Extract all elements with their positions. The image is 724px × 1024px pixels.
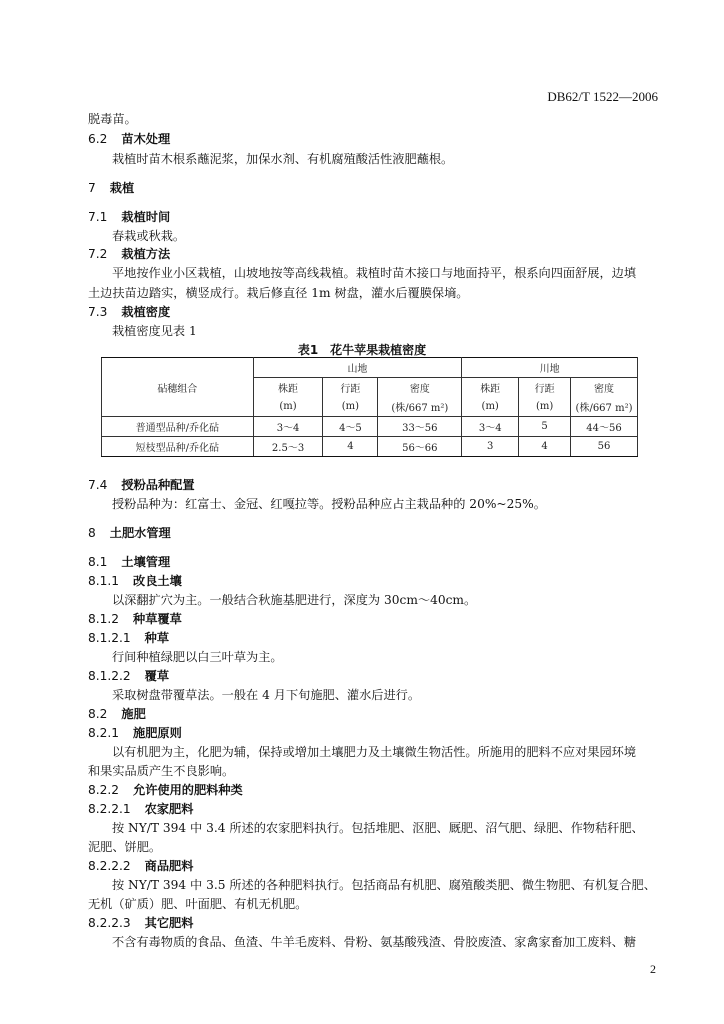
unit-meter: (m) xyxy=(519,397,571,417)
text-line: 不含有毒物质的食品、鱼渣、牛羊毛废料、骨粉、氨基酸残渣、骨胶废渣、家禽家畜加工废料、糖 xyxy=(112,935,637,949)
section-heading: 8.1.1 改良土壤 xyxy=(88,574,182,588)
text-line: 无机（矿质）肥、叶面肥、有机无机肥。 xyxy=(88,897,308,911)
table-row xyxy=(102,437,638,457)
text-line: 脱毒苗。 xyxy=(88,112,137,126)
section-heading: 7.2 栽植方法 xyxy=(88,247,171,261)
section-heading: 7 栽植 xyxy=(88,181,135,195)
cell-mountain-plant: 3～4 xyxy=(253,417,323,437)
table-row xyxy=(102,417,638,437)
header-rootstock-combo: 砧穗组合 xyxy=(102,358,254,417)
unit-density: (株/667 m²) xyxy=(378,397,462,417)
text-line: 按 NY/T 394 中 3.5 所述的各种肥料执行。包括商品有机肥、腐殖酸类肥、微生物肥、有机复合肥、 xyxy=(112,878,656,892)
header-density: 密度 xyxy=(378,378,462,398)
cell-mountain-density: 56～66 xyxy=(378,437,462,457)
text-line: 和果实品质产生不良影响。 xyxy=(88,764,235,778)
unit-meter: (m) xyxy=(253,397,323,417)
text-line: 平地按作业小区栽植，山坡地按等高线栽植。栽植时苗木接口与地面持平，根系向四面舒展，边填 xyxy=(112,266,637,280)
text-line: 授粉品种为：红富士、金冠、红嘎拉等。授粉品种应占主栽品种的 20%~25%。 xyxy=(112,497,546,511)
cell-combo: 短枝型品种/乔化砧 xyxy=(102,437,254,457)
header-density: 密度 xyxy=(571,378,638,398)
text-line: 以深翻扩穴为主。一般结合秋施基肥进行，深度为 30cm～40cm。 xyxy=(112,593,477,607)
unit-meter: (m) xyxy=(323,397,378,417)
header-mountain: 山地 xyxy=(253,358,462,378)
standard-code: DB62/T 1522—2006 xyxy=(547,89,658,104)
text-line: 栽植密度见表 1 xyxy=(112,324,197,338)
text-line: 土边扶苗边踏实，横竖成行。栽后修直径 1m 树盘，灌水后覆膜保墒。 xyxy=(88,286,469,300)
cell-mountain-plant: 2.5～3 xyxy=(253,437,323,457)
text-line: 以有机肥为主，化肥为辅，保持或增加土壤肥力及土壤微生物活性。所施用的肥料不应对果园环境 xyxy=(112,745,637,759)
section-heading: 8.2 施肥 xyxy=(88,707,146,721)
text-line: 春栽或秋栽。 xyxy=(112,229,186,243)
section-heading: 8.2.2.3 其它肥料 xyxy=(88,916,194,930)
section-heading: 7.3 栽植密度 xyxy=(88,305,171,319)
header-row-spacing: 行距 xyxy=(519,378,571,398)
section-heading: 8.2.2.2 商品肥料 xyxy=(88,859,194,873)
section-heading: 8 土肥水管理 xyxy=(88,526,171,540)
section-heading: 7.4 授粉品种配置 xyxy=(88,478,195,492)
unit-meter: (m) xyxy=(462,397,519,417)
planting-density-table xyxy=(101,357,638,457)
table-caption: 表1 花牛苹果栽植密度 xyxy=(297,343,427,357)
cell-plain-density: 56 xyxy=(571,437,638,457)
section-heading: 8.1.2.1 种草 xyxy=(88,631,170,645)
cell-mountain-row: 4～5 xyxy=(323,417,378,437)
section-heading: 8.2.1 施肥原则 xyxy=(88,726,182,740)
section-heading: 8.2.2 允许使用的肥料种类 xyxy=(88,783,243,797)
cell-plain-row: 5 xyxy=(519,417,571,437)
header-row-spacing: 行距 xyxy=(323,378,378,398)
text-line: 栽植时苗木根系蘸泥浆，加保水剂、有机腐殖酸活性液肥蘸根。 xyxy=(112,152,454,166)
cell-plain-row: 4 xyxy=(519,437,571,457)
section-heading: 8.2.2.1 农家肥料 xyxy=(88,802,194,816)
cell-combo: 普通型品种/乔化砧 xyxy=(102,417,254,437)
text-line: 按 NY/T 394 中 3.4 所述的农家肥料执行。包括堆肥、沤肥、厩肥、沼气肥、绿肥、作物秸秆肥、 xyxy=(112,821,644,835)
cell-plain-plant: 3 xyxy=(462,437,519,457)
cell-plain-plant: 3～4 xyxy=(462,417,519,437)
unit-density: (株/667 m²) xyxy=(571,397,638,417)
cell-plain-density: 44～56 xyxy=(571,417,638,437)
cell-mountain-density: 33～56 xyxy=(378,417,462,437)
section-heading: 6.2 苗木处理 xyxy=(88,132,171,146)
section-heading: 8.1 土壤管理 xyxy=(88,555,171,569)
header-plant-spacing: 株距 xyxy=(253,378,323,398)
cell-mountain-row: 4 xyxy=(323,437,378,457)
text-line: 采取树盘带覆草法。一般在 4 月下旬施肥、灌水后进行。 xyxy=(112,688,421,702)
text-line: 行间种植绿肥以白三叶草为主。 xyxy=(112,650,283,664)
page-number: 2 xyxy=(650,962,656,976)
section-heading: 8.1.2.2 覆草 xyxy=(88,669,170,683)
header-plain: 川地 xyxy=(462,358,638,378)
section-heading: 7.1 栽植时间 xyxy=(88,210,171,224)
text-line: 泥肥、饼肥。 xyxy=(88,840,162,854)
header-plant-spacing: 株距 xyxy=(462,378,519,398)
section-heading: 8.1.2 种草覆草 xyxy=(88,612,182,626)
